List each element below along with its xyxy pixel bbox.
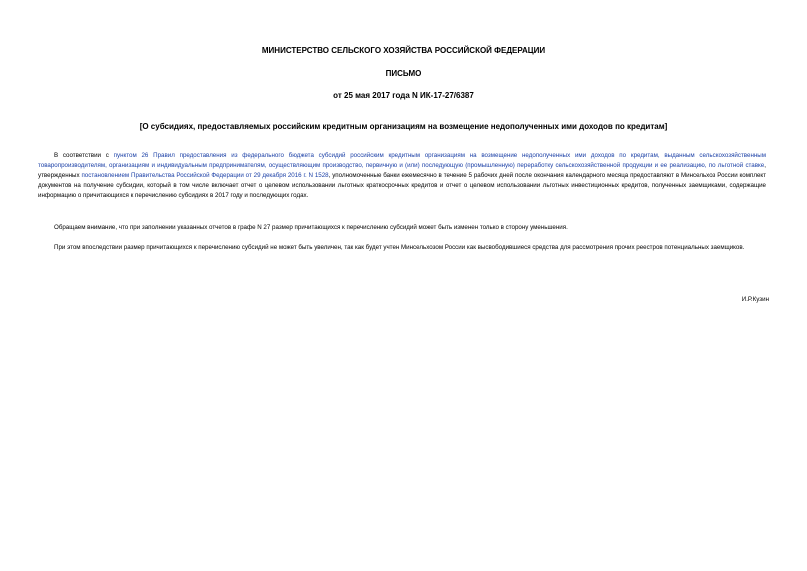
document-title: [О субсидиях, предоставляемых российским кредитным организациям на возмещение недополученных ими доходов по кредитам] [139,122,668,131]
government-decree-1528-link[interactable]: постановлением Правительства Российской Федерации от 29 декабря 2016 г. N 1528 [81,172,329,179]
paragraph-1-text-end: , уполномоченные банки ежемесячно в течение 5 рабочих дней после окончания календарного месяца предоставляют в Минсельхоз России комплект документов на получение субсидии, который в том числе включает отчет о целевом использовании льготных краткосрочных кредитов и отчет о целевом использовании льготных инвестиционных кредитов, полученных заемщиками, содержащие информацию о причитающихся к перечислению субсидиях в 2017 году и последующих годах. [38,172,766,199]
ministry-name: МИНИСТЕРСТВО СЕЛЬСКОГО ХОЗЯЙСТВА РОССИЙСКОЙ ФЕДЕРАЦИИ [261,46,546,55]
paragraph-3: При этом впоследствии размер причитающихся к перечислению субсидий не может быть увеличен, так как будет учтен Минсельхозом России как высвободившиеся средства для рассмотрения прочих реестров потенциальных заемщиков. [54,244,745,251]
paragraph-1-text-start: В соответствии с [54,152,114,159]
paragraph-1 [38,151,766,201]
document-date-number: от 25 мая 2017 года N ИК-17-27/6387 [333,91,474,100]
signature: И.Р.Кузин [741,296,769,303]
document-type: ПИСЬМО [385,69,422,78]
paragraph-1-text-middle: , утвержденных [38,162,766,179]
paragraph-2: Обращаем внимание, что при заполнении указанных отчетов в графе N 27 размер причитающихся к перечислению субсидий может быть изменен только в сторону уменьшения. [54,224,568,231]
rules-clause-26-link[interactable]: пунктом 26 Правил предоставления из федерального бюджета субсидий российским кредитным организациям на возмещение недополученных ими доходов по кредитам, выданным сельскохозяйственным товаропроизводителям, организациям и индивидуальным предпринимателям, осуществляющим производство, первичную и (или) последующую (промышленную) переработку сельскохозяйственной продукции и ее реализацию, по льготной ставке [38,152,766,169]
